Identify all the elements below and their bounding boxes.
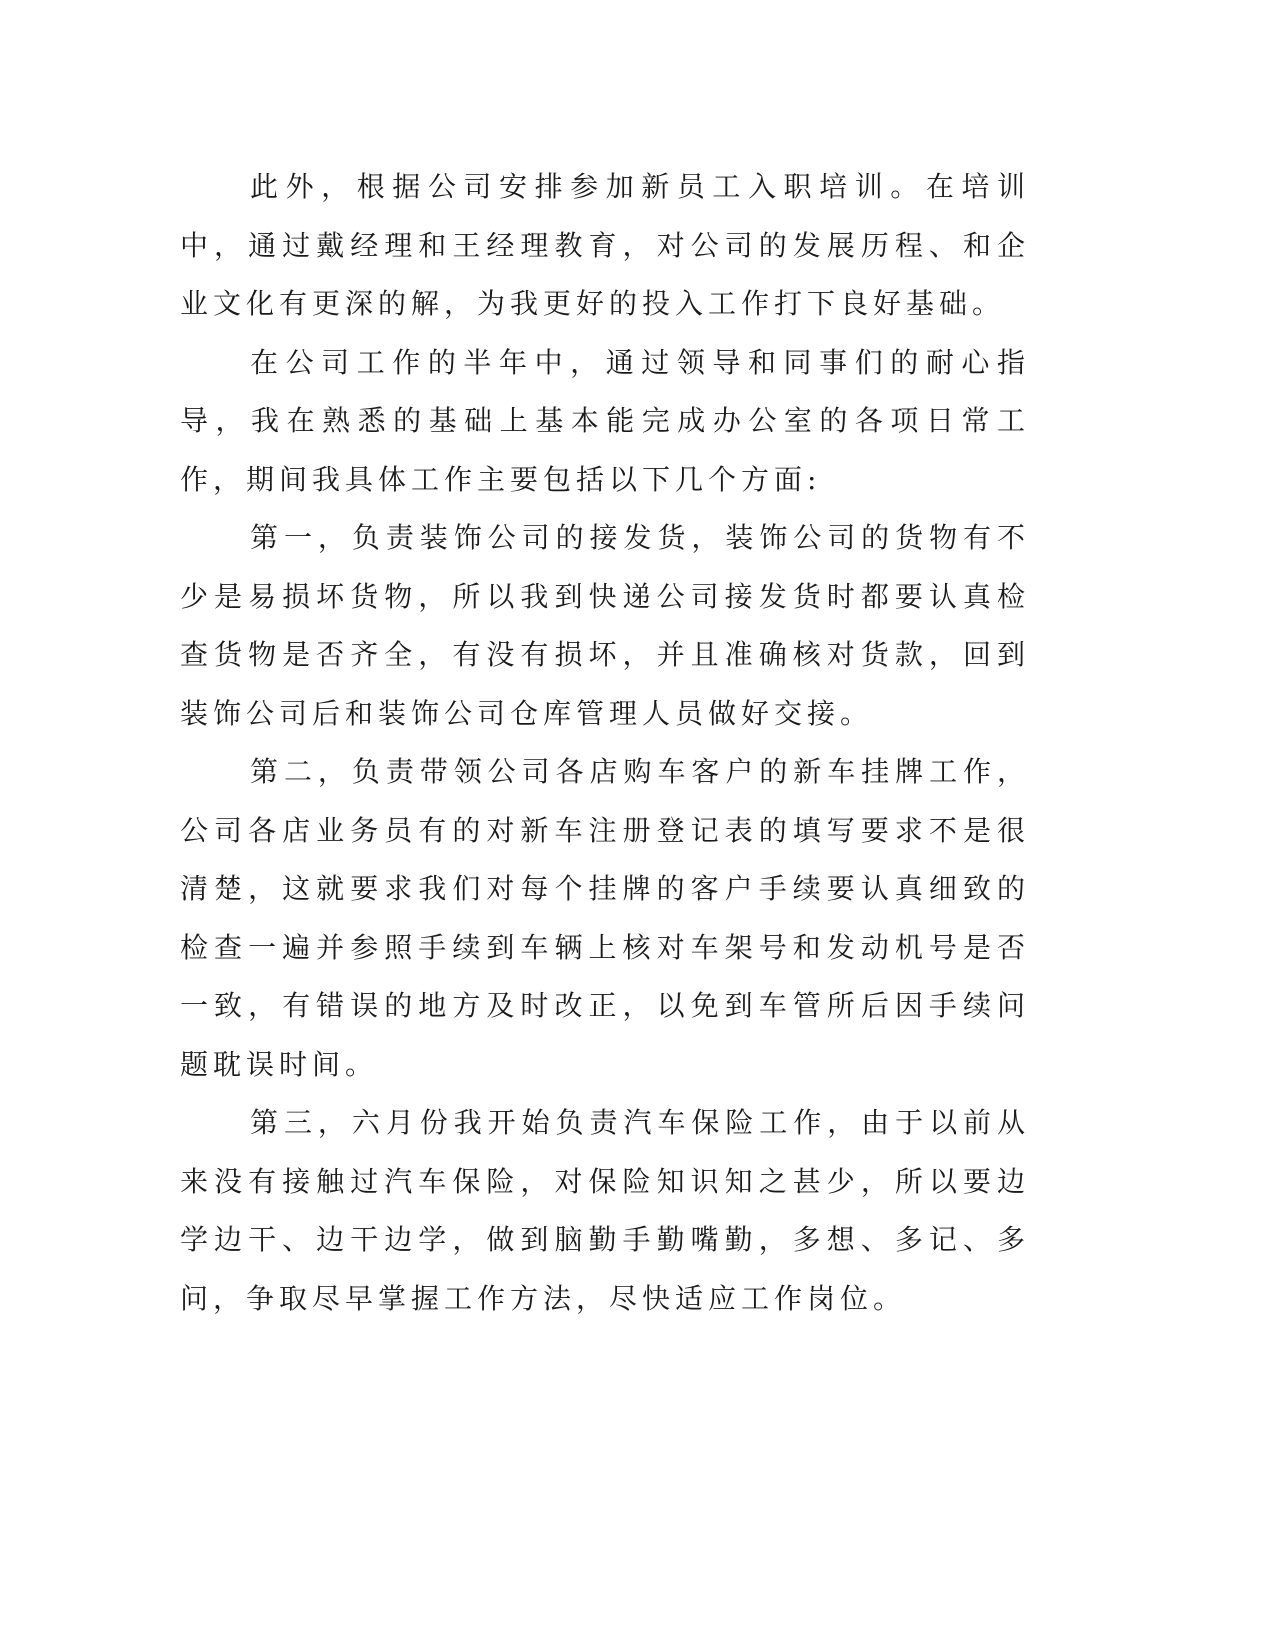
document-body bbox=[180, 158, 1030, 1328]
paragraph-half-year-work: 在公司工作的半年中，通过领导和同事们的耐心指导，我在熟悉的基础上基本能完成办公室的各项日常工作，期间我具体工作主要包括以下几个方面: bbox=[180, 345, 1030, 496]
paragraph-training: 此外，根据公司安排参加新员工入职培训。在培训中，通过戴经理和王经理教育，对公司的发展历程、和企业文化有更深的解，为我更好的投入工作打下良好基础。 bbox=[180, 170, 1030, 320]
paragraph-third-duty: 第三，六月份我开始负责汽车保险工作，由于以前从来没有接触过汽车保险，对保险知识知之甚少，所以要边学边干、边干边学，做到脑勤手勤嘴勤，多想、多记、多问，争取尽早掌握工作方法，尽快适应工作岗位。 bbox=[180, 1106, 1030, 1315]
paragraph-first-duty: 第一，负责装饰公司的接发货，装饰公司的货物有不少是易损坏货物，所以我到快递公司接发货时都要认真检查货物是否齐全，有没有损坏，并且准确核对货款，回到装饰公司后和装饰公司仓库管理人员做好交接。 bbox=[180, 521, 1030, 730]
paragraph-second-duty: 第二，负责带领公司各店购车客户的新车挂牌工作，公司各店业务员有的对新车注册登记表的填写要求不是很清楚，这就要求我们对每个挂牌的客户手续要认真细致的检查一遍并参照手续到车辆上核对车架号和发动机号是否一致，有错误的地方及时改正，以免到车管所后因手续问题耽误时间。 bbox=[180, 755, 1030, 1081]
